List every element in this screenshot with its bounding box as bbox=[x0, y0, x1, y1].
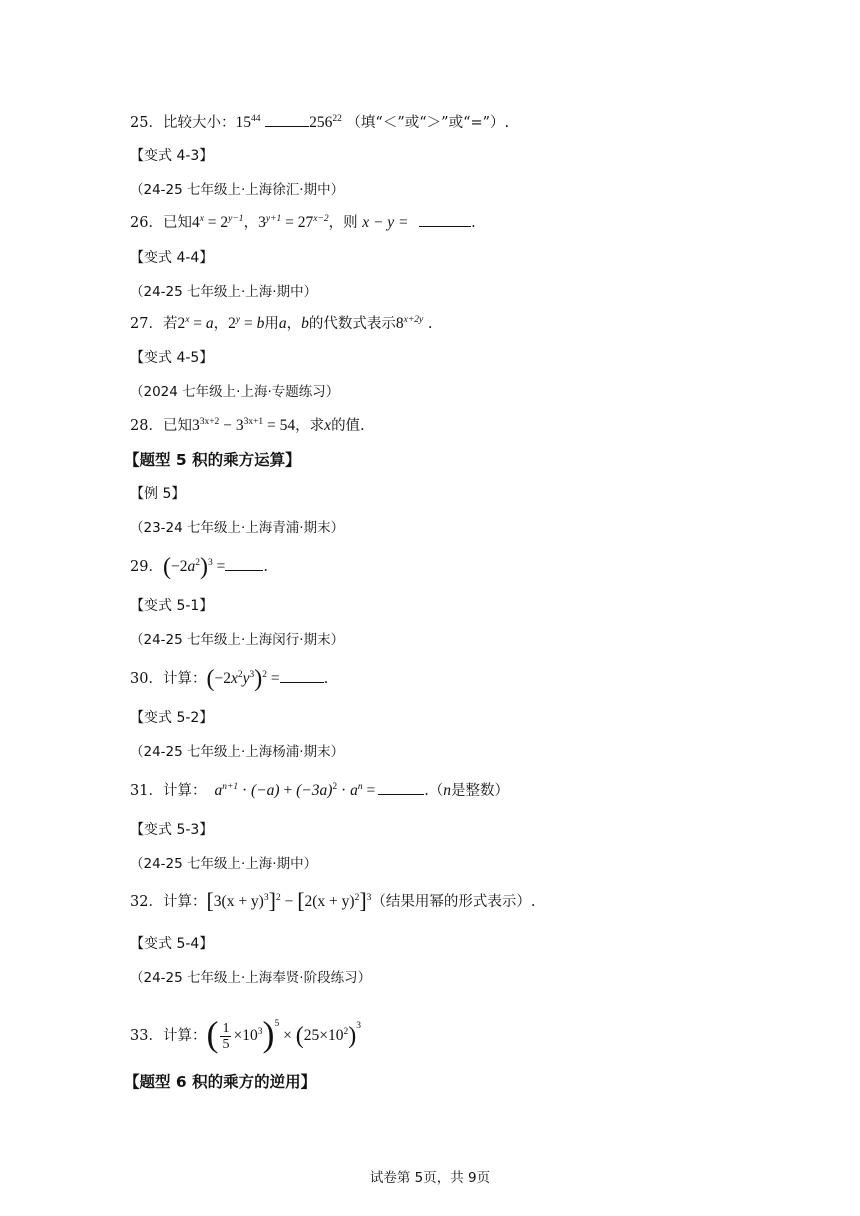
question-note: （填“＜”或“＞”或“=”）. bbox=[346, 115, 510, 131]
question-number: 26． bbox=[130, 215, 163, 231]
math-exponent: 3 bbox=[356, 1021, 361, 1031]
question-lead: 已知 bbox=[162, 418, 192, 434]
math-base: 8 bbox=[395, 315, 404, 332]
math-term: ×10 bbox=[233, 1027, 258, 1044]
math-operator: = bbox=[203, 214, 221, 231]
question-lead: 若 bbox=[162, 316, 178, 332]
answer-blank[interactable] bbox=[419, 212, 471, 227]
question-tail: .（ bbox=[424, 783, 444, 799]
math-variable: y bbox=[242, 670, 250, 687]
math-operator: = 54 bbox=[263, 417, 296, 434]
math-bracket: [ bbox=[297, 888, 305, 913]
math-operator: + bbox=[279, 782, 297, 799]
source-label: （24-25 七年级上·上海杨浦·期末） bbox=[130, 744, 345, 760]
math-coefficient: −2 bbox=[214, 670, 231, 687]
question-28 bbox=[130, 416, 365, 436]
question-31 bbox=[130, 780, 509, 801]
question-33 bbox=[130, 1016, 361, 1056]
question-lead: 计算： bbox=[162, 1028, 207, 1044]
variant-tag: 【变式 4-5】 bbox=[130, 350, 214, 366]
math-paren: ( bbox=[206, 1014, 219, 1054]
math-operator: − bbox=[219, 417, 236, 434]
question-number: 27． bbox=[130, 316, 163, 332]
source-label: （24-25 七年级上·上海闵行·期末） bbox=[130, 632, 345, 648]
math-paren: ) bbox=[199, 554, 208, 580]
math-operator: = bbox=[212, 558, 226, 575]
question-tail: . bbox=[263, 559, 268, 575]
math-variable: a bbox=[187, 558, 196, 575]
math-fraction bbox=[220, 1021, 231, 1052]
source-label: （2024 七年级上·上海·专题练习） bbox=[130, 384, 340, 400]
math-exponent: 2 bbox=[343, 1027, 349, 1037]
math-operator: = bbox=[266, 670, 280, 687]
math-group: 2(x + y) bbox=[304, 893, 355, 910]
math-exponent: y+1 bbox=[265, 214, 282, 224]
question-lead: 已知 bbox=[162, 215, 192, 231]
math-exponent: x+2y bbox=[403, 315, 424, 325]
question-note: （结果用幂的形式表示）. bbox=[371, 894, 536, 910]
math-variable: n bbox=[443, 782, 452, 799]
fraction-numerator: 1 bbox=[222, 1020, 230, 1036]
math-exponent: y bbox=[235, 315, 241, 325]
question-lead: 计算： bbox=[162, 894, 207, 910]
math-operator: = bbox=[281, 214, 298, 231]
section-heading-5: 【题型 5 积的乘方运算】 bbox=[124, 451, 301, 469]
math-bracket: ] bbox=[359, 888, 367, 913]
math-variable: a bbox=[214, 782, 223, 799]
math-operator: = bbox=[240, 315, 257, 332]
math-base: 2 bbox=[220, 214, 229, 231]
question-29 bbox=[130, 554, 268, 580]
math-paren: ) bbox=[262, 1014, 275, 1054]
page-footer: 试卷第 5页，共 9页 bbox=[369, 1170, 491, 1186]
question-tail: . bbox=[427, 316, 433, 332]
variant-tag: 【变式 5-2】 bbox=[130, 710, 214, 726]
separator: ， bbox=[286, 316, 302, 332]
variant-tag: 【变式 4-4】 bbox=[130, 250, 214, 266]
math-operator: = bbox=[189, 315, 206, 332]
source-label: （24-25 七年级上·上海奉贤·阶段练习） bbox=[130, 970, 372, 986]
question-note: 是整数） bbox=[451, 783, 510, 799]
math-exponent: x bbox=[185, 315, 190, 325]
math-variable: a bbox=[350, 782, 358, 799]
math-exponent: 3 bbox=[257, 1027, 263, 1037]
question-tail: . bbox=[471, 215, 476, 231]
math-exponent: 2 bbox=[262, 670, 267, 680]
question-25 bbox=[130, 112, 509, 133]
math-coefficient: −2 bbox=[170, 558, 188, 575]
answer-blank[interactable] bbox=[225, 556, 263, 571]
math-variable: x bbox=[230, 670, 238, 687]
question-tail: 的值. bbox=[331, 418, 365, 434]
question-number: 32． bbox=[130, 894, 163, 910]
variant-tag: 【变式 5-1】 bbox=[130, 598, 214, 614]
question-number: 33． bbox=[130, 1028, 163, 1044]
example-tag: 【例 5】 bbox=[130, 486, 186, 502]
math-exponent: 2 bbox=[275, 893, 281, 903]
math-operator: − bbox=[280, 893, 298, 910]
math-term: 25×10 bbox=[303, 1027, 344, 1044]
question-text: 用 bbox=[264, 316, 279, 332]
math-base: 27 bbox=[297, 214, 314, 231]
math-exponent: 22 bbox=[332, 114, 342, 124]
math-operator: × bbox=[279, 1027, 296, 1044]
variant-tag: 【变式 5-4】 bbox=[130, 936, 214, 952]
math-exponent: 2 bbox=[354, 893, 360, 903]
math-exponent: x−2 bbox=[313, 214, 329, 224]
question-number: 25． bbox=[130, 115, 163, 131]
math-base: 4 bbox=[191, 214, 200, 231]
source-label: （24-25 七年级上·上海·期中） bbox=[130, 856, 318, 872]
math-paren: ( bbox=[162, 554, 171, 580]
question-30 bbox=[130, 666, 329, 692]
math-base: 15 bbox=[235, 114, 251, 131]
math-exponent: 3 bbox=[366, 893, 372, 903]
math-bracket: ] bbox=[268, 888, 276, 913]
math-exponent: y−1 bbox=[228, 214, 244, 224]
math-paren: ( bbox=[295, 1023, 304, 1049]
math-exponent: 3 bbox=[263, 893, 269, 903]
separator: ， bbox=[213, 316, 229, 332]
question-lead: 计算： bbox=[162, 783, 207, 799]
question-number: 30． bbox=[130, 671, 163, 687]
question-text: 的代数式表示 bbox=[308, 316, 396, 332]
math-base: 2 bbox=[177, 315, 186, 332]
math-exponent: 2 bbox=[237, 670, 243, 680]
math-paren: ( bbox=[206, 666, 215, 692]
source-label: （24-25 七年级上·上海徐汇·期中） bbox=[130, 182, 345, 198]
math-bracket: [ bbox=[206, 888, 214, 913]
question-number: 29． bbox=[130, 559, 163, 575]
math-operator: · bbox=[238, 782, 252, 799]
math-exponent: 3x+2 bbox=[199, 417, 220, 427]
variant-tag: 【变式 4-3】 bbox=[130, 148, 214, 164]
answer-blank[interactable] bbox=[280, 668, 324, 683]
math-expression: x − y = bbox=[362, 214, 409, 231]
math-exponent: 2 bbox=[332, 782, 338, 792]
question-27 bbox=[130, 314, 432, 334]
question-text: ，求 bbox=[295, 418, 325, 434]
math-base: 3 bbox=[258, 214, 266, 231]
math-base: 3 bbox=[235, 417, 244, 434]
math-variable: a bbox=[205, 315, 214, 332]
math-exponent: 44 bbox=[250, 114, 261, 124]
math-operator: · bbox=[337, 782, 351, 799]
source-label: （24-25 七年级上·上海·期中） bbox=[130, 284, 318, 300]
fraction-denominator: 5 bbox=[222, 1036, 230, 1052]
math-variable: b bbox=[256, 315, 265, 332]
math-exponent: n bbox=[357, 782, 363, 792]
math-exponent: 3x+1 bbox=[243, 417, 264, 427]
math-variable: b bbox=[301, 315, 309, 332]
variant-tag: 【变式 5-3】 bbox=[130, 822, 214, 838]
math-paren: ) bbox=[254, 666, 263, 692]
section-heading-6: 【题型 6 积的乘方的逆用】 bbox=[124, 1073, 317, 1091]
math-exponent: 5 bbox=[274, 1019, 280, 1029]
question-lead: 计算： bbox=[162, 671, 207, 687]
separator: ， bbox=[243, 215, 259, 231]
question-number: 28． bbox=[130, 418, 163, 434]
question-tail: . bbox=[323, 671, 329, 687]
math-exponent: 3 bbox=[249, 670, 255, 680]
math-exponent: n+1 bbox=[222, 782, 239, 792]
answer-blank[interactable] bbox=[265, 112, 309, 127]
math-exponent: 3 bbox=[207, 558, 213, 568]
math-paren: ) bbox=[348, 1023, 357, 1049]
math-group: 3(x + y) bbox=[213, 893, 264, 910]
source-label: （23-24 七年级上·上海青浦·期末） bbox=[130, 520, 345, 536]
math-exponent: x bbox=[199, 214, 204, 224]
math-variable: x bbox=[324, 417, 332, 434]
answer-blank[interactable] bbox=[378, 780, 424, 795]
math-exponent: 2 bbox=[195, 558, 200, 568]
question-26 bbox=[130, 212, 476, 233]
question-text: ，则 bbox=[328, 215, 358, 231]
math-group: (−3a) bbox=[296, 782, 333, 799]
math-base: 2 bbox=[228, 315, 236, 332]
question-number: 31． bbox=[130, 783, 163, 799]
math-variable: a bbox=[278, 315, 287, 332]
question-32 bbox=[130, 888, 536, 913]
math-group: (−a) bbox=[251, 782, 280, 799]
math-operator: = bbox=[362, 782, 376, 799]
math-base: 256 bbox=[309, 114, 333, 131]
math-base: 3 bbox=[191, 417, 200, 434]
question-lead: 比较大小： bbox=[162, 115, 236, 131]
